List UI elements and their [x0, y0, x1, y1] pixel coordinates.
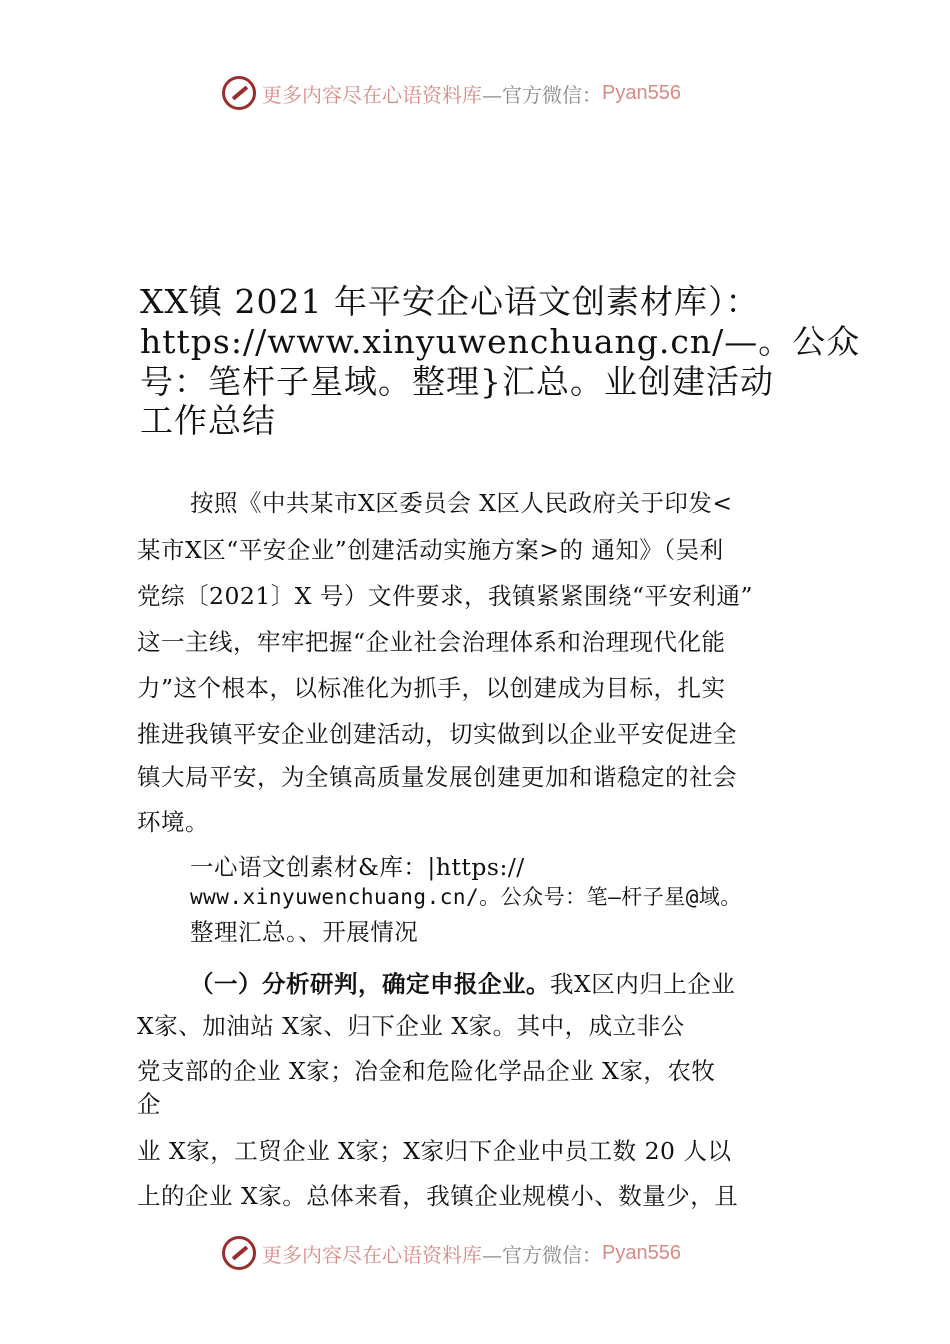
title-line: 号：笔杆子星域。整理}汇总。业创建活动: [140, 362, 774, 401]
text-line: 环境。: [137, 808, 209, 836]
text-line: 这一主线，牢牢把握“企业社会治理体系和治理现代化能: [137, 628, 726, 656]
text-line: 镇大局平安，为全镇高质量发展创建更加和谐稳定的社会: [137, 763, 737, 791]
text-line: 上的企业 X家。总体来看，我镇企业规模小、数量少，且: [137, 1182, 739, 1210]
text-line: 推进我镇平安企业创建活动，切实做到以企业平安促进全: [137, 720, 737, 748]
text-line: （一）分析研判，确定申报企业。我X区内归上企业: [190, 970, 736, 998]
text-line: 党支部的企业 X家；冶金和危险化学品企业 X家，农牧: [137, 1057, 716, 1085]
footer-watermark: 更多内容尽在心语资料库 —官方微信： Pyan556: [222, 1233, 681, 1273]
text-line: 整理汇总。、开展情况: [190, 918, 419, 946]
title-line: 工作总结: [140, 401, 276, 440]
title-line: https://www.xinyuwenchuang.cn/—。公众: [140, 322, 861, 361]
text-line: 企: [137, 1090, 161, 1118]
text-line: 党综〔2021〕X 号）文件要求，我镇紧紧围绕“平安利通”: [137, 582, 754, 610]
text-line: 某市X区“平安企业”创建活动实施方案>的 通知》（吴利: [137, 536, 724, 564]
text-line: www.xinyuwenchuang.cn/。公众号：笔—杆子星@域。: [190, 885, 742, 909]
text-line: 业 X家，工贸企业 X家；X家归下企业中员工数 20 人以: [137, 1137, 732, 1165]
pen-logo-icon: [222, 76, 256, 110]
text-line: 力”这个根本，以标准化为抓手，以创建成为目标，扎实: [137, 674, 726, 702]
text-line: 一心语文创素材&库：|https://: [190, 853, 525, 881]
text-line: X家、加油站 X家、归下企业 X家。其中，成立非公: [137, 1012, 685, 1040]
pen-logo-icon: [222, 1236, 256, 1270]
header-watermark: 更多内容尽在心语资料库 —官方微信： Pyan556: [222, 73, 681, 113]
section-heading: （一）分析研判，确定申报企业。: [190, 970, 550, 998]
title-line: XX镇 2021 年平安企心语文创素材库）：: [140, 282, 760, 321]
text-line: 按照《中共某市X区委员会 X区人民政府关于印发<: [190, 489, 733, 517]
